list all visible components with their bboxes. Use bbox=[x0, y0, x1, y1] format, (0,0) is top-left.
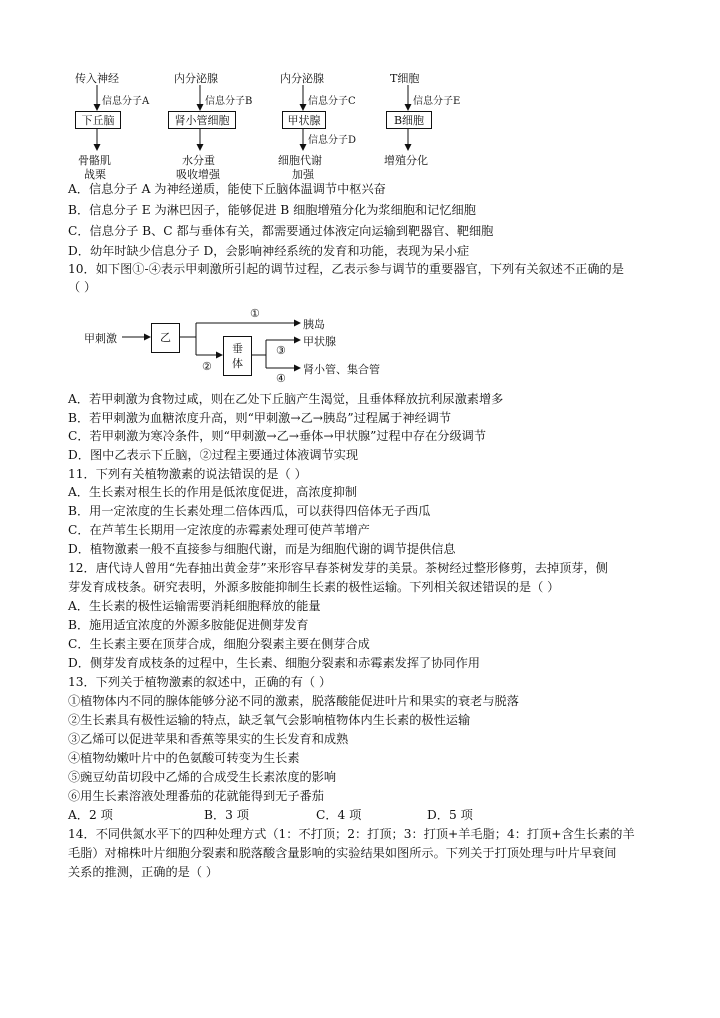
q10-option-c: C．若甲刺激为寒冷条件，则“甲刺激→乙→垂体→甲状腺”过程中存在分级调节 bbox=[68, 429, 487, 443]
d1-bottom1-b: 水分重 bbox=[182, 154, 215, 167]
d1-bottom2-b: 吸收增强 bbox=[176, 168, 220, 181]
q9-option-a: A．信息分子 A 为神经递质，能使下丘脑体温调节中枢兴奋 bbox=[68, 182, 386, 196]
q13-item-1: ①植物体内不同的腺体能够分泌不同的激素，脱落酸能促进叶片和果实的衰老与脱落 bbox=[68, 694, 519, 708]
d2-stimulus: 甲刺激 bbox=[84, 332, 117, 345]
d1-signal-c: 信息分子C bbox=[308, 96, 356, 107]
q12-stem-line1: 12．唐代诗人曾用“先春抽出黄金芽”来形容早春茶树发芽的美景。茶树经过整形修剪，去掉顶芽，侧 bbox=[68, 561, 608, 575]
q13-choice-d: D．5 项 bbox=[427, 808, 473, 822]
q13-item-6: ⑥用生长素溶液处理番茄的花就能得到无子番茄 bbox=[68, 789, 324, 803]
d2-box-pituitary bbox=[223, 336, 252, 376]
q13-item-3: ③乙烯可以促进苹果和香蕉等果实的生长发育和成熟 bbox=[68, 732, 349, 746]
d1-box-bcell: B细胞 bbox=[386, 111, 432, 129]
d1-bottom2-c: 加强 bbox=[292, 168, 314, 181]
d1-top-c: 内分泌腺 bbox=[280, 72, 324, 85]
d1-box-tubule-cell: 肾小管细胞 bbox=[168, 111, 236, 129]
d2-target-thyroid: 甲状腺 bbox=[303, 335, 336, 348]
q10-stem: 10．如下图①-④表示甲刺激所引起的调节过程，乙表示参与调节的重要器官，下列有关叙述不正确的是 bbox=[68, 262, 624, 276]
d1-top-a: 传入神经 bbox=[75, 72, 119, 85]
q9-option-b: B．信息分子 E 为淋巴因子，能够促进 B 细胞增殖分化为浆细胞和记忆细胞 bbox=[68, 203, 476, 217]
d1-signal-d: 信息分子D bbox=[308, 135, 357, 146]
q13-item-4: ④植物幼嫩叶片中的色氨酸可转变为生长素 bbox=[68, 751, 300, 765]
q10-stem-paren: （ ） bbox=[68, 280, 97, 294]
q9-option-c: C．信息分子 B、C 都与垂体有关，都需要通过体液定向运输到靶器官、靶细胞 bbox=[68, 224, 494, 238]
d2-target-tubule: 肾小管、集合管 bbox=[303, 363, 380, 376]
d1-bottom1-e: 增殖分化 bbox=[384, 154, 428, 167]
q14-stem-line3: 关系的推测，正确的是（ ） bbox=[68, 865, 219, 879]
q9-option-d: D．幼年时缺少信息分子 D，会影响神经系统的发育和功能，表现为呆小症 bbox=[68, 244, 470, 258]
q12-option-a: A．生长素的极性运输需要消耗细胞释放的能量 bbox=[68, 599, 321, 613]
d1-top-b: 内分泌腺 bbox=[174, 72, 218, 85]
q13-choice-b: B．3 项 bbox=[204, 808, 249, 822]
d1-bottom1-c: 细胞代谢 bbox=[278, 154, 322, 167]
q10-option-d: D．图中乙表示下丘脑，②过程主要通过体液调节实现 bbox=[68, 448, 359, 462]
q13-choice-a: A．2 项 bbox=[68, 808, 113, 822]
q11-stem: 11．下列有关植物激素的说法错误的是（ ） bbox=[68, 467, 307, 481]
q11-option-b: B．用一定浓度的生长素处理二倍体西瓜，可以获得四倍体无子西瓜 bbox=[68, 504, 431, 518]
q14-stem-line2: 毛脂）对棉株叶片细胞分裂素和脱落酸含量影响的实验结果如图所示。下列关于打顶处理与叶片早衰间 bbox=[68, 846, 617, 860]
q10-option-a: A．若甲刺激为食物过咸，则在乙处下丘脑产生渴觉，且垂体释放抗利尿激素增多 bbox=[68, 392, 504, 406]
q12-option-d: D．侧芽发育成枝条的过程中，生长素、细胞分裂素和赤霉素发挥了协同作用 bbox=[68, 656, 480, 670]
d1-top-e: T细胞 bbox=[390, 72, 420, 85]
q13-stem: 13．下列关于植物激素的叙述中，正确的有（ ） bbox=[68, 675, 332, 689]
d1-signal-a: 信息分子A bbox=[102, 96, 150, 107]
q12-option-b: B．施用适宜浓度的外源多胺能促进侧芽发育 bbox=[68, 618, 309, 632]
q13-item-5: ⑤豌豆幼苗切段中乙烯的合成受生长素浓度的影响 bbox=[68, 770, 337, 784]
d2-label-3: ③ bbox=[276, 344, 286, 357]
d2-label-4: ④ bbox=[276, 372, 286, 385]
d1-box-hypothalamus: 下丘脑 bbox=[75, 111, 121, 129]
q11-option-c: C．在芦苇生长期用一定浓度的赤霉素处理可使芦苇增产 bbox=[68, 523, 370, 537]
d2-pituitary-char1: 垂 bbox=[232, 342, 243, 355]
q10-option-b: B．若甲刺激为血糖浓度升高，则“甲刺激→乙→胰岛”过程属于神经调节 bbox=[68, 411, 452, 425]
d1-signal-b: 信息分子B bbox=[205, 96, 253, 107]
q12-stem-line2: 芽发育成枝条。研究表明，外源多胺能抑制生长素的极性运输。下列相关叙述错误的是（ ） bbox=[68, 580, 560, 594]
q11-option-d: D．植物激素一般不直接参与细胞代谢，而是为细胞代谢的调节提供信息 bbox=[68, 542, 456, 556]
d1-bottom2-a: 战栗 bbox=[84, 168, 106, 181]
q13-item-2: ②生长素具有极性运输的特点，缺乏氧气会影响植物体内生长素的极性运输 bbox=[68, 713, 471, 727]
q14-stem-line1: 14．不同供氮水平下的四种处理方式（1：不打顶；2：打顶；3：打顶+羊毛脂；4：打顶+含生长素的羊 bbox=[68, 827, 635, 841]
d2-box-yi: 乙 bbox=[151, 323, 180, 353]
d1-signal-e: 信息分子E bbox=[413, 96, 461, 107]
d2-target-pancreas: 胰岛 bbox=[303, 318, 325, 331]
d2-label-2: ② bbox=[202, 360, 212, 373]
q11-option-a: A．生长素对根生长的作用是低浓度促进，高浓度抑制 bbox=[68, 485, 358, 499]
q13-choice-c: C．4 项 bbox=[316, 808, 362, 822]
d1-box-thyroid: 甲状腺 bbox=[282, 111, 326, 129]
q12-option-c: C．生长素主要在顶芽合成，细胞分裂素主要在侧芽合成 bbox=[68, 637, 370, 651]
d2-label-1: ① bbox=[250, 307, 260, 320]
d2-pituitary-char2: 体 bbox=[232, 357, 243, 370]
d1-bottom1-a: 骨骼肌 bbox=[78, 154, 111, 167]
